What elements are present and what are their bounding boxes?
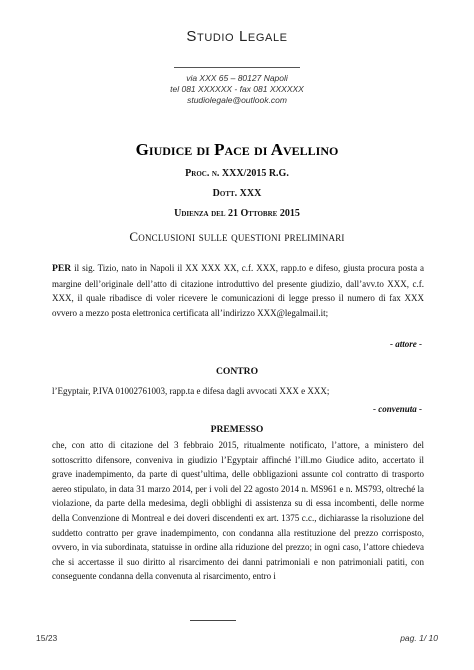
studio-name: Studio Legale — [186, 28, 288, 45]
premesso-paragraph: che, con atto di citazione del 3 febbraio 2015, ritualmente notificato, l’attore, a ministero del sottoscritto difensore, conveniva in giudizio l’Egyptair affinché l’ill.mo Giudice adito, accertato il grave inadempimento, da parte di quest’ultima, delle obbligazioni assunte col contratto di trasporto aereo stipulato, in data 31 marzo 2014, per i voli del 22 agosto 2014 n. MS961 e n. MS793, oltreché la violazione, da parte della medesima, degli obblighi di assistenza su di essa incombenti, delle norme della Convenzione di Montreal e dei doveri discendenti ex art. 1375 c.c., dichiarasse la risoluzione del suddetto contratto per grave inadempimento, con condanna alla restituzione del prezzo corrisposto, ovvero, in via subordinata, statuisse in ordine alla riduzione del prezzo; in ogni caso, l’attore chiedeva che si accertasse il suo diritto al risarcimento dei danni patrimoniali e non patrimoniali patiti, con conseguente condanna della convenuta al risarcimento, entro i — [52, 440, 424, 582]
letterhead — [0, 28, 474, 106]
footer-page-number: pag. 1/ 10 — [400, 633, 438, 643]
letterhead-rule — [174, 67, 300, 68]
premesso-heading: PREMESSO — [210, 424, 264, 435]
defendant-paragraph: l’Egyptair, P.IVA 01002761003, rapp.ta e difesa dagli avvocati XXX e XXX; — [52, 386, 330, 396]
plaintiff-text: il sig. Tizio, nato in Napoli il XX XXX XX, c.f. XXX, rapp.to e difeso, giusta procura posta a margine dell’originale dell’atto di citazione introduttivo del presente giudizio, dall’avv.to XXX, c.f. XXX, il quale ribadisce di voler ricevere le comunicazioni di legge presso il numero di fax XXX ovvero a mezzo posta elettronica certificata all’indirizzo XXX@legalmail.it; — [52, 263, 424, 318]
attore-label: - attore - — [390, 339, 422, 349]
document-title: Conclusioni sulle questioni preliminari — [129, 229, 345, 244]
studio-email: studiolegale@outlook.com — [187, 95, 287, 105]
hearing-date: Udienza del 21 Ottobre 2015 — [174, 208, 300, 219]
footer-page-counter: 15/23 — [36, 633, 58, 643]
studio-address: via XXX 65 – 80127 Napoli — [186, 73, 288, 83]
footer-rule — [190, 620, 236, 621]
court-title: Giudice di Pace di Avellino — [135, 140, 339, 159]
proceeding-number: Proc. n. XXX/2015 R.G. — [185, 168, 289, 179]
studio-phone: tel 081 XXXXXX - fax 081 XXXXXX — [170, 84, 304, 94]
judge-name: Dott. XXX — [212, 188, 262, 199]
plaintiff-paragraph — [52, 261, 424, 320]
contro-heading: CONTRO — [215, 366, 259, 377]
per-lead: PER — [52, 263, 72, 274]
convenuta-label: - convenuta - — [373, 404, 422, 414]
